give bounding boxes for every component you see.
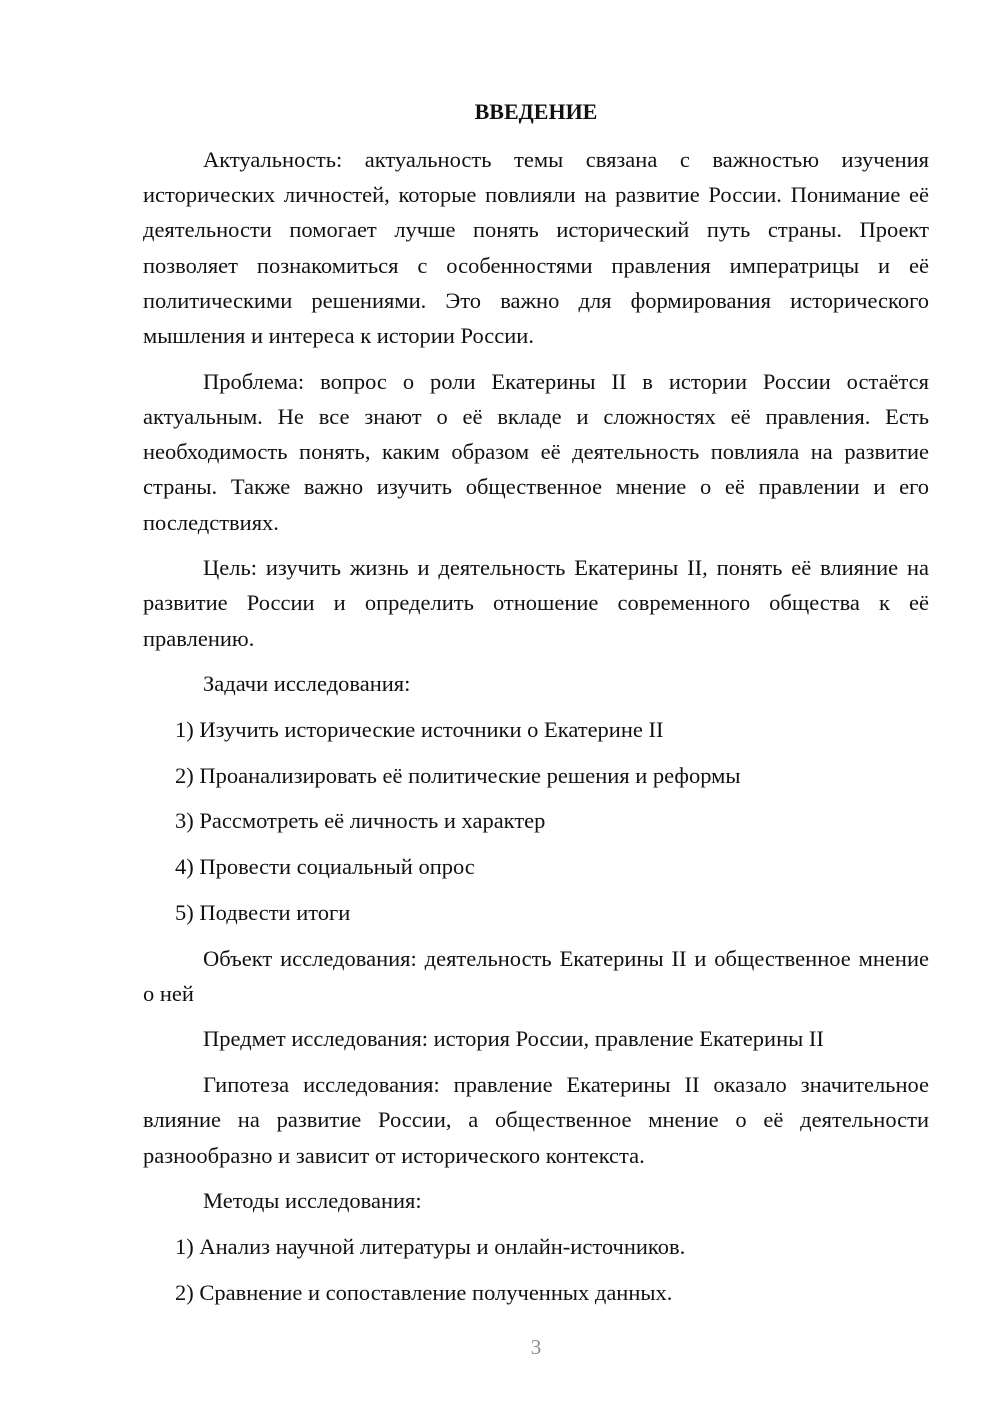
problem-paragraph: Проблема: вопрос о роли Екатерины II в истории России остаётся актуальным. Не все знают о её вкладе и сложностях её правления. Есть необходимость понять, каким образом её деятельность повлияла на развитие страны. Также важно изучить общественное мнение о её правлении и его последствиях. — [143, 368, 929, 535]
methods-heading: Методы исследования: — [203, 1188, 422, 1214]
hypothesis-paragraph: Гипотеза исследования: правление Екатерины II оказало значительное влияние на развитие России, а общественное мнение о её деятельности разнообразно и зависит от исторического контекста. — [143, 1072, 929, 1168]
tasks-list — [143, 712, 929, 930]
list-item: 1) Анализ научной литературы и онлайн-источников. — [175, 1233, 686, 1259]
document-page — [143, 0, 929, 1414]
page-title: ВВЕДЕНИЕ — [474, 99, 598, 124]
object-paragraph: Объект исследования: деятельность Екатерины II и общественное мнение о ней — [143, 945, 929, 1006]
subject-paragraph: Предмет исследования: история России, правление Екатерины II — [203, 1026, 824, 1052]
list-item: 1) Изучить исторические источники о Екатерине II — [175, 717, 664, 743]
methods-list — [143, 1229, 929, 1310]
list-item: 2) Сравнение и сопоставление полученных данных. — [175, 1279, 673, 1305]
document-body — [143, 142, 929, 1310]
page-number: 3 — [530, 1335, 542, 1359]
goal-paragraph: Цель: изучить жизнь и деятельность Екатерины II, понять её влияние на развитие России и определить отношение современного общества к её правлению. — [143, 555, 929, 651]
actuality-paragraph: Актуальность: актуальность темы связана с важностью изучения исторических личностей, которые повлияли на развитие России. Понимание её деятельности помогает лучше понять исторический путь страны. Проект позволяет познакомиться с особенностями правления императрицы и её политическими решениями. Это важно для формирования исторического мышления и интереса к истории России. — [143, 147, 929, 349]
list-item: 5) Подвести итоги — [175, 899, 351, 925]
list-item: 2) Проанализировать её политические решения и реформы — [175, 762, 741, 788]
tasks-heading: Задачи исследования: — [203, 671, 411, 697]
list-item: 3) Рассмотреть её личность и характер — [175, 808, 546, 834]
list-item: 4) Провести социальный опрос — [175, 854, 475, 880]
